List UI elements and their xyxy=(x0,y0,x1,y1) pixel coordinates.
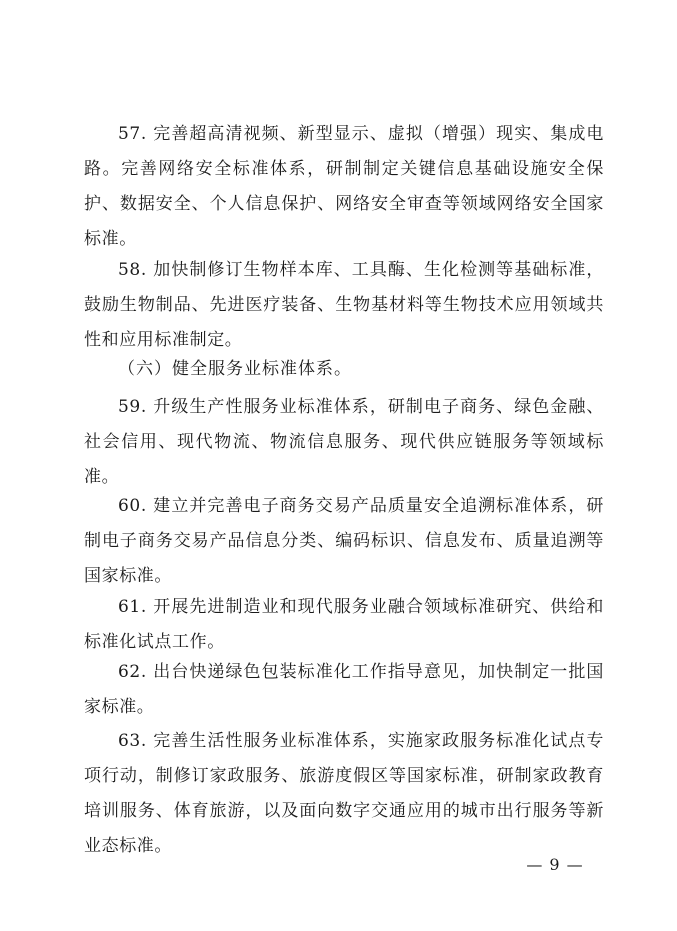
paragraph-59: 59. 升级生产性服务业标准体系，研制电子商务、绿色金融、社会信用、现代物流、物流信息服务、现代供应链服务等领域标准。 xyxy=(84,397,604,487)
paragraph-63: 63. 完善生活性服务业标准体系，实施家政服务标准化试点专项行动，制修订家政服务、旅游度假区等国家标准，研制家政教育培训服务、体育旅游，以及面向数字交通应用的城市出行服务等新业态标准。 xyxy=(84,731,604,856)
paragraph-62: 62. 出台快递绿色包装标准化工作指导意见，加快制定一批国家标准。 xyxy=(84,662,604,717)
paragraph-58: 58. 加快制修订生物样本库、工具酶、生化检测等基础标准，鼓励生物制品、先进医疗装备、生物基材料等生物技术应用领域共性和应用标准制定。 xyxy=(84,260,604,350)
paragraph-57: 57. 完善超高清视频、新型显示、虚拟（增强）现实、集成电路。完善网络安全标准体系，研制制定关键信息基础设施安全保护、数据安全、个人信息保护、网络安全审查等领域网络安全国家标准。 xyxy=(84,124,604,249)
page-number: — 9 — xyxy=(526,855,584,874)
paragraph-60: 60. 建立并完善电子商务交易产品质量安全追溯标准体系，研制电子商务交易产品信息分类、编码标识、信息发布、质量追溯等国家标准。 xyxy=(84,496,604,586)
paragraph-61: 61. 开展先进制造业和现代服务业融合领域标准研究、供给和标准化试点工作。 xyxy=(84,597,604,652)
section-heading-6: （六）健全服务业标准体系。 xyxy=(118,359,352,379)
